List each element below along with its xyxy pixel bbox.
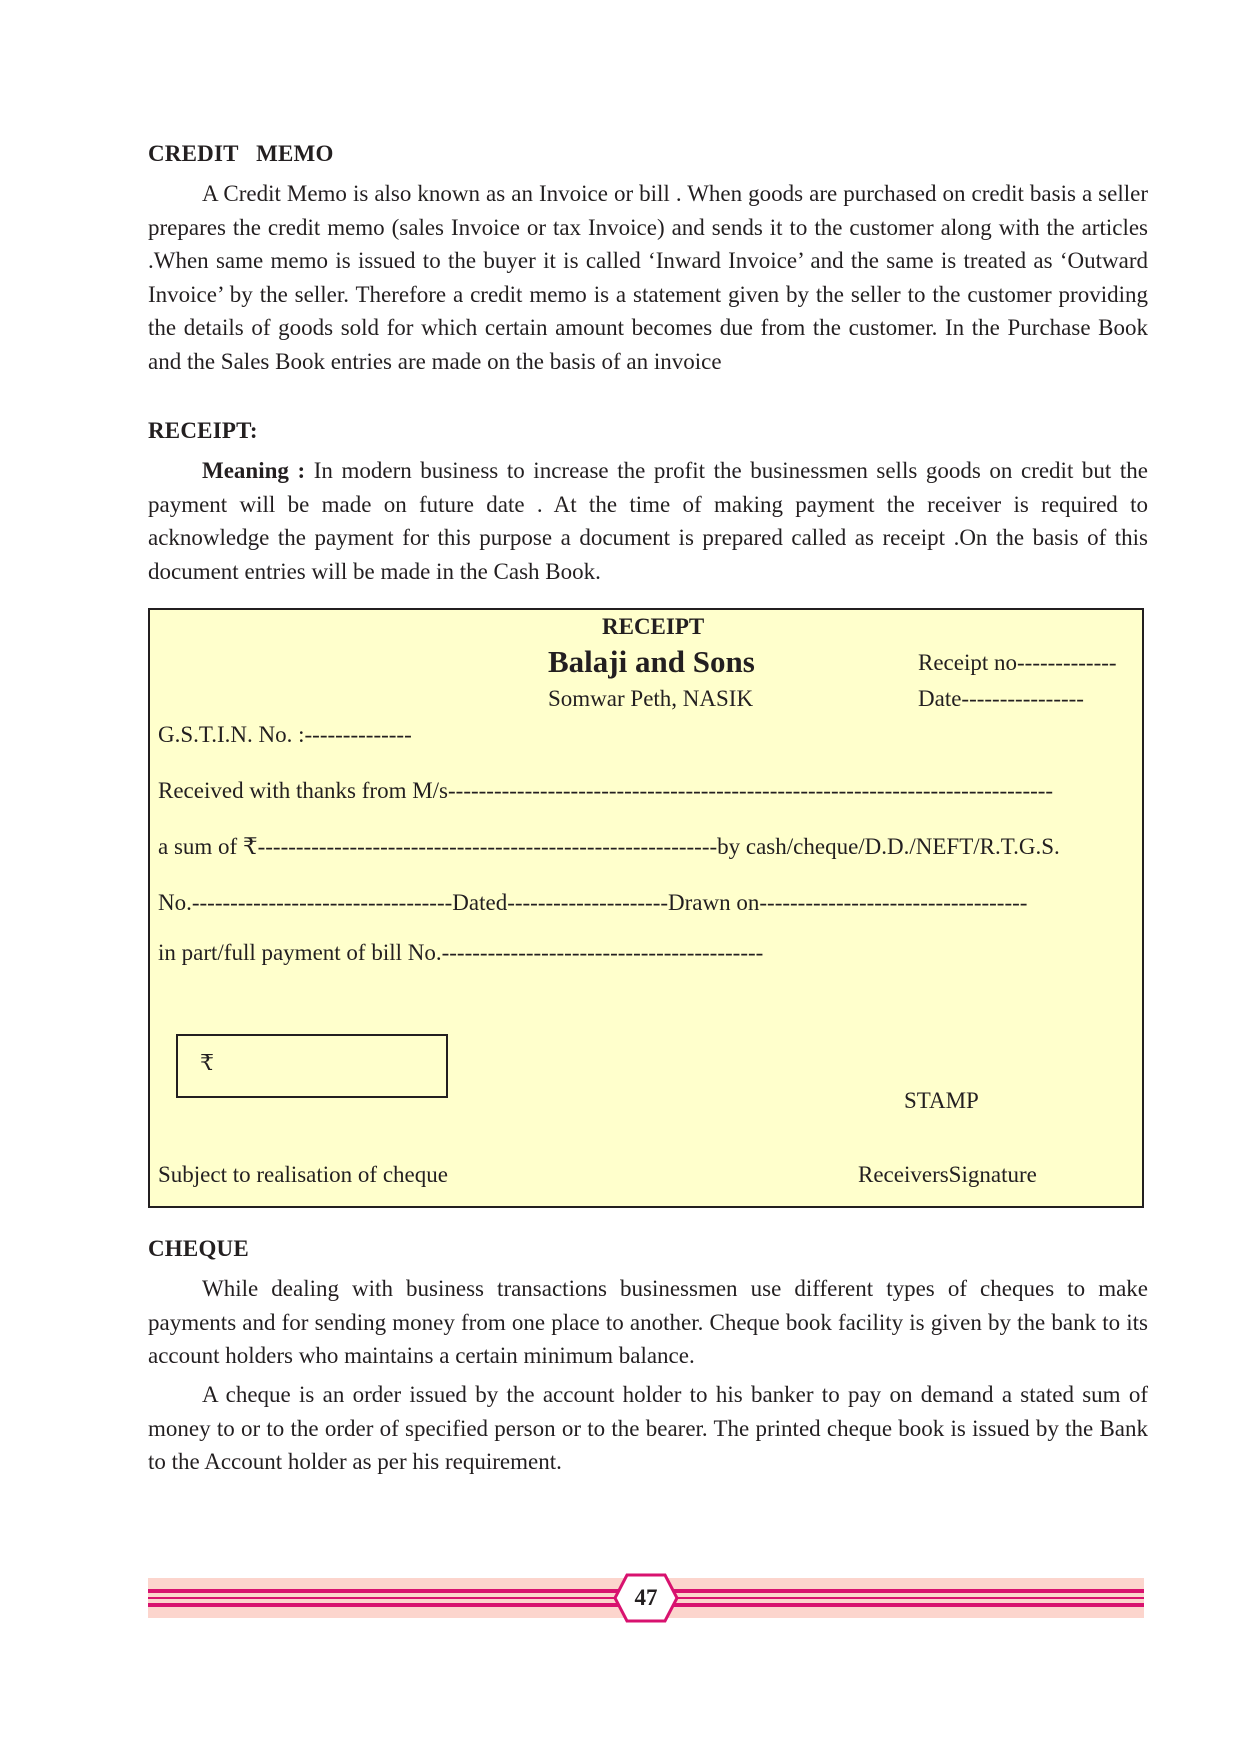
page-footer [148, 1578, 1144, 1618]
cheque-paragraph-2: A cheque is an order issued by the account holder to his banker to pay on demand a stated sum of money to or to the order of specified person or to the bearer. The printed cheque book is issued by the Bank to the Account holder as per his requirement. [148, 1382, 1148, 1474]
receipt-meaning-paragraph [148, 454, 1148, 588]
receipt-form [148, 608, 1144, 1208]
page-number: 47 [634, 1585, 658, 1610]
subject-to-realisation-text: Subject to realisation of cheque [158, 1162, 448, 1187]
gstin-field: G.S.T.I.N. No. :-------------- [158, 722, 412, 747]
receipt-number-field: Receipt no------------- [918, 650, 1117, 675]
receipt-meaning-text: In modern business to increase the profit the businessmen sells goods on credit but the payment will be made on future date . At the time of making payment the receiver is required to acknowledge the payment for this purpose a document is prepared called as receipt .On the basis of this document entries will be made in the Cash Book. [148, 458, 1148, 584]
stamp-label: STAMP [904, 1088, 979, 1113]
received-from-field: Received with thanks from M/s------------------------------------------------------------------------------- [158, 778, 1054, 803]
sum-of-field: a sum of ₹------------------------------------------------------------by cash/cheque/D.D./NEFT/R.T.G.S. [158, 834, 1060, 859]
amount-box [176, 1034, 448, 1098]
cheque-number-dated-field: No.----------------------------------Dated---------------------Drawn on----------------------------------- [158, 890, 1028, 915]
firm-name: Balaji and Sons [548, 644, 755, 679]
receipt-heading: RECEIPT: [148, 418, 258, 443]
cheque-paragraph-1: While dealing with business transactions businessmen use different types of cheques to make payments and for sending money from one place to another. Cheque book facility is given by the bank to its account holders who maintains a certain minimum balance. [148, 1276, 1148, 1368]
receivers-signature-label: ReceiversSignature [858, 1162, 1037, 1187]
cheque-heading: CHEQUE [148, 1236, 249, 1261]
credit-memo-heading: CREDIT MEMO [148, 141, 334, 166]
meaning-label: Meaning : [202, 458, 306, 483]
page-number-badge [613, 1572, 679, 1624]
firm-address: Somwar Peth, NASIK [548, 686, 754, 711]
receipt-form-title: RECEIPT [602, 614, 705, 639]
credit-memo-paragraph: A Credit Memo is also known as an Invoice or bill . When goods are purchased on credit basis a seller prepares the credit memo (sales Invoice or tax Invoice) and sends it to the customer along with the articles .When same memo is issued to the buyer it is called ‘Inward Invoice’ and the same is treated as ‘Outward Invoice’ by the seller. Therefore a credit memo is a statement given by the seller to the customer providing the details of goods sold for which certain amount becomes due from the customer. In the Purchase Book and the Sales Book entries are made on the basis of an invoice [148, 181, 1148, 374]
bill-number-field: in part/full payment of bill No.------------------------------------------ [158, 940, 764, 965]
rupee-icon: ₹ [200, 1050, 214, 1075]
receipt-date-field: Date---------------- [918, 686, 1084, 711]
